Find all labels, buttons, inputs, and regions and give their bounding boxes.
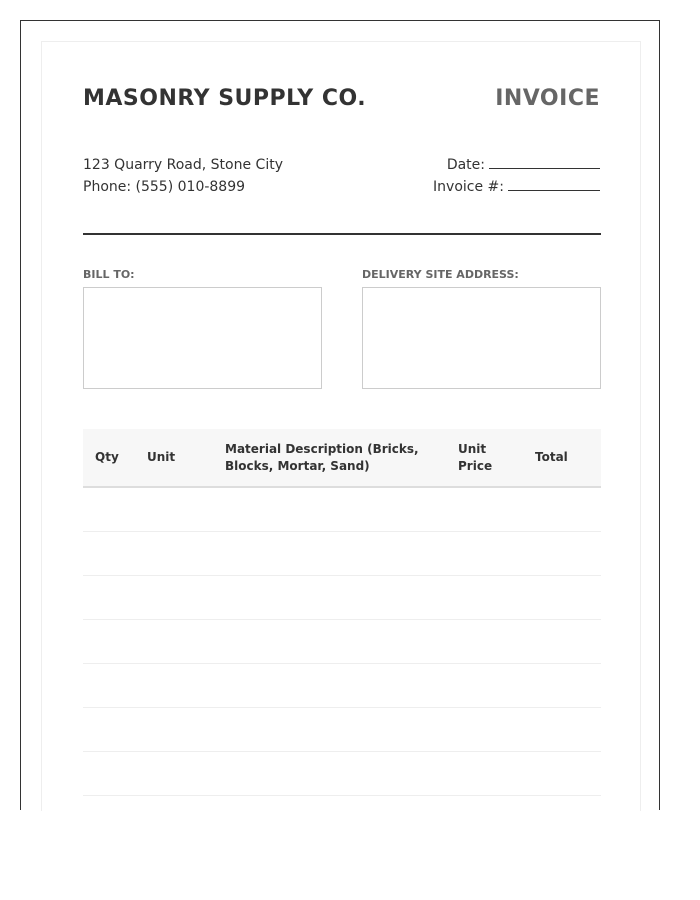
- cell-unit[interactable]: [135, 575, 213, 619]
- line-items-table: [83, 429, 601, 796]
- invoice-page-frame: [20, 20, 660, 810]
- company-address: 123 Quarry Road, Stone City: [83, 157, 283, 173]
- cell-total[interactable]: [523, 619, 601, 663]
- table-row: [83, 619, 601, 663]
- date-label: Date:: [446, 157, 485, 173]
- invoice-meta-block: [433, 154, 600, 198]
- cell-qty[interactable]: [83, 487, 135, 531]
- table-row: [83, 663, 601, 707]
- cell-qty[interactable]: [83, 531, 135, 575]
- cell-qty[interactable]: [83, 751, 135, 795]
- cell-description[interactable]: [213, 531, 446, 575]
- table-row: [83, 487, 601, 531]
- cell-qty[interactable]: [83, 707, 135, 751]
- column-header-unit: Unit: [135, 429, 213, 487]
- delivery-site-box[interactable]: [362, 287, 601, 389]
- company-phone: Phone: (555) 010-8899: [83, 179, 246, 195]
- column-header-total: Total: [523, 429, 601, 487]
- cell-qty[interactable]: [83, 619, 135, 663]
- cell-unit-price[interactable]: [446, 663, 523, 707]
- bill-to-box[interactable]: [83, 287, 322, 389]
- cell-unit-price[interactable]: [446, 751, 523, 795]
- cell-unit[interactable]: [135, 487, 213, 531]
- cell-total[interactable]: [523, 487, 601, 531]
- cell-unit[interactable]: [135, 531, 213, 575]
- invoice-number-field[interactable]: [433, 176, 600, 198]
- cell-qty[interactable]: [83, 663, 135, 707]
- invoice-sheet: [41, 41, 641, 811]
- cell-description[interactable]: [213, 619, 446, 663]
- cell-description[interactable]: [213, 575, 446, 619]
- table-row: [83, 575, 601, 619]
- header-divider: [83, 233, 601, 235]
- cell-total[interactable]: [523, 575, 601, 619]
- table-row: [83, 707, 601, 751]
- invoice-number-label: Invoice #:: [433, 179, 504, 195]
- company-name: MASONRY SUPPLY CO.: [83, 86, 367, 111]
- date-field[interactable]: [433, 154, 600, 176]
- cell-unit-price[interactable]: [446, 531, 523, 575]
- invoice-number-blank-line[interactable]: [508, 177, 600, 191]
- cell-unit-price[interactable]: [446, 487, 523, 531]
- cell-unit-price[interactable]: [446, 575, 523, 619]
- table-row: [83, 751, 601, 795]
- table-row: [83, 531, 601, 575]
- cell-unit-price[interactable]: [446, 707, 523, 751]
- delivery-site-label: DELIVERY SITE ADDRESS:: [362, 268, 519, 281]
- cell-description[interactable]: [213, 487, 446, 531]
- column-header-qty: Qty: [83, 429, 135, 487]
- cell-unit[interactable]: [135, 751, 213, 795]
- cell-unit-price[interactable]: [446, 619, 523, 663]
- date-blank-line[interactable]: [489, 155, 600, 169]
- cell-description[interactable]: [213, 663, 446, 707]
- document-title: INVOICE: [495, 86, 600, 111]
- cell-qty[interactable]: [83, 575, 135, 619]
- cell-unit[interactable]: [135, 663, 213, 707]
- cell-unit[interactable]: [135, 619, 213, 663]
- column-header-unit-price: Unit Price: [446, 429, 523, 487]
- cell-unit[interactable]: [135, 707, 213, 751]
- cell-description[interactable]: [213, 707, 446, 751]
- cell-total[interactable]: [523, 707, 601, 751]
- company-contact-block: [83, 154, 283, 198]
- table-header-row: [83, 429, 601, 487]
- bill-to-label: BILL TO:: [83, 268, 135, 281]
- cell-total[interactable]: [523, 663, 601, 707]
- cell-total[interactable]: [523, 531, 601, 575]
- cell-description[interactable]: [213, 751, 446, 795]
- column-header-description: Material Description (Bricks, Blocks, Mortar, Sand): [213, 429, 446, 487]
- cell-total[interactable]: [523, 751, 601, 795]
